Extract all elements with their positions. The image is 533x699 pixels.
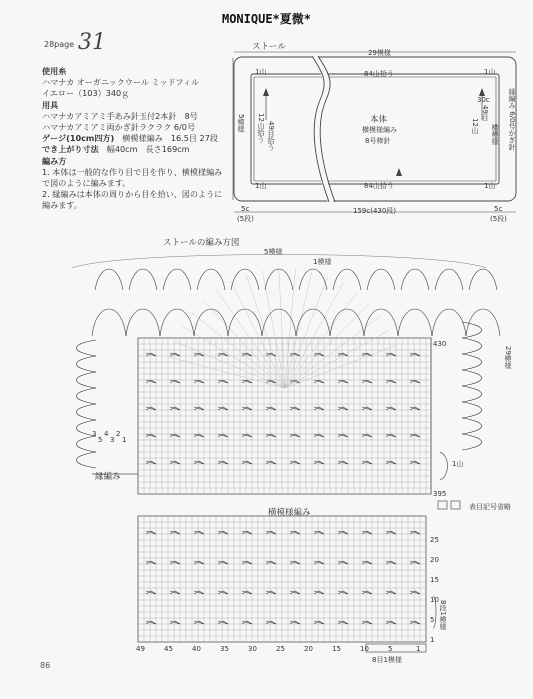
pattern-chart-label: 横模様編み	[268, 508, 311, 518]
right-pattern: 横模様	[491, 124, 499, 145]
edge-label: 縁編み 6/0号かぎ針	[508, 88, 516, 151]
cable-stitch-symbol	[362, 380, 372, 383]
method-line: 編みます。	[42, 200, 82, 211]
method-line: 1. 本体は一般的な作り目で目を作り、横模様編み	[42, 166, 223, 177]
column-number: 10	[360, 645, 369, 653]
chart-top-span	[72, 255, 486, 269]
cable-stitch-symbol	[362, 353, 372, 356]
cable-stitch-symbol	[218, 561, 228, 564]
cable-stitch-symbol	[170, 531, 180, 534]
yarn-heading: 使用糸	[42, 66, 67, 76]
edging-scallop	[77, 452, 97, 468]
edging-fan	[333, 269, 361, 290]
cable-stitch-symbol	[170, 407, 180, 410]
edge-stitch-label: 縁編み	[95, 472, 121, 482]
cable-stitch-symbol	[410, 531, 420, 534]
cable-stitch-symbol	[314, 434, 324, 437]
cable-stitch-symbol	[218, 531, 228, 534]
cable-stitch-symbol	[218, 461, 228, 464]
column-number: 20	[304, 645, 313, 653]
cable-stitch-symbol	[218, 621, 228, 624]
cable-stitch-symbol	[242, 531, 252, 534]
edging-fan	[129, 269, 157, 290]
edging-row-number: 3	[92, 430, 97, 438]
cable-stitch-symbol	[410, 621, 420, 624]
cable-stitch-symbol	[146, 591, 156, 594]
chart-top-count: 5模様	[264, 248, 283, 256]
method-line: で図のように編みます。	[42, 178, 131, 189]
tools-line: ハマナカアミアミ両かぎ針ラクラク 6/0号	[42, 122, 196, 133]
edging-scallop	[228, 309, 262, 336]
cable-stitch-symbol	[146, 434, 156, 437]
edging-scallop	[77, 340, 97, 356]
edging-scallop	[462, 354, 482, 370]
cable-stitch-symbol	[410, 434, 420, 437]
cable-stitch-symbol	[410, 461, 420, 464]
column-number: 35	[220, 645, 229, 653]
cable-stitch-symbol	[386, 353, 396, 356]
edging-scallop	[398, 309, 432, 336]
cable-stitch-symbol	[290, 434, 300, 437]
cable-stitch-symbol	[290, 461, 300, 464]
row-number: 5	[430, 616, 435, 624]
right-mountain-label: 1山	[452, 460, 464, 468]
schematic-top-count: 29模様	[368, 49, 391, 57]
column-number: 25	[276, 645, 285, 653]
cable-stitch-symbol	[170, 353, 180, 356]
side-repeat-bracket	[433, 596, 436, 628]
cable-stitch-symbol	[386, 380, 396, 383]
bottom-right-rows: (5段)	[490, 215, 507, 223]
cable-stitch-symbol	[242, 434, 252, 437]
body-needle: 8号棒針	[365, 137, 391, 145]
body-label: 本体	[370, 115, 388, 125]
edging-row-number: 4	[104, 430, 109, 438]
cable-stitch-symbol	[338, 461, 348, 464]
gauge-value: 横模様編み 16.5目 27段	[114, 133, 218, 144]
edging-fan	[197, 269, 225, 290]
edging-fan	[401, 269, 429, 290]
size-label: でき上がり寸法	[42, 144, 99, 155]
row-number: 1	[430, 636, 435, 644]
cable-stitch-symbol	[314, 561, 324, 564]
column-number: 40	[192, 645, 201, 653]
cable-stitch-symbol	[314, 531, 324, 534]
edging-fan	[435, 269, 463, 290]
cable-stitch-symbol	[362, 531, 372, 534]
edging-row-number: 1	[122, 436, 127, 444]
right-stitches: 49目	[481, 105, 489, 121]
cable-stitch-symbol	[218, 353, 228, 356]
cable-stitch-symbol	[242, 461, 252, 464]
cable-stitch-symbol	[290, 561, 300, 564]
cable-stitch-symbol	[386, 531, 396, 534]
edging-scallop	[77, 436, 97, 452]
cable-stitch-symbol	[218, 407, 228, 410]
edging-spoke	[285, 283, 343, 388]
chart-right-count: 29模様	[504, 346, 512, 369]
cable-stitch-symbol	[146, 531, 156, 534]
edging-spoke	[182, 326, 285, 388]
side-repeat-label: 8段1模様	[439, 600, 447, 630]
edging-fan	[469, 269, 497, 290]
left-stitches: 49目拾う	[267, 121, 275, 151]
cable-stitch-symbol	[194, 591, 204, 594]
tools-heading: 用具	[42, 99, 59, 110]
edging-fan	[95, 269, 123, 290]
edging-spoke	[285, 330, 390, 388]
cable-stitch-symbol	[410, 353, 420, 356]
edging-fan	[163, 269, 191, 290]
edging-spoke	[285, 345, 397, 388]
cable-stitch-symbol	[266, 461, 276, 464]
edging-scallop	[126, 309, 160, 336]
edging-scallop	[77, 420, 97, 436]
cable-stitch-symbol	[194, 407, 204, 410]
column-number: 15	[332, 645, 341, 653]
edging-scallop	[77, 356, 97, 372]
method-line: 2. 縁編みは本体の周りから目を拾い、図のように	[42, 189, 223, 200]
cable-stitch-symbol	[218, 380, 228, 383]
cable-stitch-symbol	[362, 561, 372, 564]
edging-row-number: 5	[98, 436, 103, 444]
cable-stitch-symbol	[194, 353, 204, 356]
cable-stitch-symbol	[194, 434, 204, 437]
column-number: 1	[416, 645, 421, 653]
schematic-title: ストール	[252, 42, 286, 52]
cable-stitch-symbol	[194, 621, 204, 624]
cable-stitch-symbol	[242, 591, 252, 594]
cable-stitch-symbol	[170, 591, 180, 594]
edging-scallop	[77, 404, 97, 420]
edging-spoke	[285, 292, 357, 388]
cable-stitch-symbol	[266, 621, 276, 624]
cable-stitch-symbol	[290, 591, 300, 594]
cable-stitch-symbol	[410, 561, 420, 564]
row-number: 15	[430, 576, 439, 584]
cable-stitch-symbol	[314, 353, 324, 356]
legend-text: 表目記号省略	[469, 503, 511, 511]
cable-stitch-symbol	[338, 591, 348, 594]
cable-stitch-symbol	[386, 561, 396, 564]
bottom-repeat-label: 8目1模様	[372, 656, 402, 664]
cable-stitch-symbol	[194, 461, 204, 464]
cable-stitch-symbol	[242, 561, 252, 564]
column-number: 49	[136, 645, 145, 653]
corner-label: 1山	[255, 68, 267, 76]
cable-stitch-symbol	[314, 461, 324, 464]
edging-spoke	[192, 312, 285, 388]
cable-stitch-symbol	[362, 461, 372, 464]
page-reference: 28page	[44, 40, 75, 49]
cable-stitch-symbol	[170, 380, 180, 383]
pickup-top-label: 84山拾う	[364, 70, 394, 78]
bottom-left-rows: (5段)	[237, 215, 254, 223]
cable-stitch-symbol	[194, 561, 204, 564]
edging-row-number: 3	[110, 436, 115, 444]
cable-stitch-symbol	[386, 591, 396, 594]
cable-stitch-symbol	[338, 621, 348, 624]
cable-stitch-symbol	[170, 621, 180, 624]
right-mountain-bracket	[440, 452, 448, 480]
method-heading: 編み方	[42, 155, 67, 166]
bottom-left-size: 5c	[241, 205, 250, 213]
cable-stitch-symbol	[314, 591, 324, 594]
cable-stitch-symbol	[410, 380, 420, 383]
edging-spoke	[231, 281, 285, 388]
body-stitch: 横模様編み	[362, 126, 397, 134]
cable-stitch-symbol	[338, 531, 348, 534]
cable-stitch-symbol	[170, 561, 180, 564]
left-pickup: 12山拾う	[257, 113, 265, 143]
cable-stitch-symbol	[194, 531, 204, 534]
cable-stitch-symbol	[362, 407, 372, 410]
cable-stitch-symbol	[338, 407, 348, 410]
edging-scallop	[194, 309, 228, 336]
edging-fan	[299, 269, 327, 290]
cable-stitch-symbol	[362, 591, 372, 594]
row-number: 25	[430, 536, 439, 544]
edging-spoke	[285, 303, 370, 388]
row-number: 10	[430, 596, 439, 604]
cable-stitch-symbol	[362, 434, 372, 437]
legend-swatch	[438, 501, 447, 509]
cable-stitch-symbol	[362, 621, 372, 624]
cable-stitch-symbol	[338, 353, 348, 356]
edging-scallop	[160, 309, 194, 336]
edging-spoke	[246, 275, 285, 388]
corner-label: 1山	[484, 68, 496, 76]
yarn-line: イエロー（103）340ｇ	[42, 88, 130, 99]
cable-stitch-symbol	[266, 434, 276, 437]
column-number: 5	[388, 645, 393, 653]
edging-scallop	[77, 388, 97, 404]
cable-stitch-symbol	[170, 461, 180, 464]
edging-scallop	[462, 370, 482, 386]
edging-scallop	[462, 418, 482, 434]
cable-stitch-symbol	[290, 407, 300, 410]
cable-stitch-symbol	[314, 621, 324, 624]
chart-top-repeat: 1模様	[313, 258, 332, 266]
cable-stitch-symbol	[410, 591, 420, 594]
cable-stitch-symbol	[386, 621, 396, 624]
cable-stitch-symbol	[146, 561, 156, 564]
edging-spoke	[169, 357, 285, 388]
cable-stitch-symbol	[146, 353, 156, 356]
cable-stitch-symbol	[386, 461, 396, 464]
cable-stitch-symbol	[218, 434, 228, 437]
pattern-number: 31	[78, 30, 106, 55]
edging-row-number: 2	[116, 430, 121, 438]
cable-stitch-symbol	[386, 434, 396, 437]
edging-scallop	[92, 309, 126, 336]
row-number-430: 430	[433, 340, 447, 348]
cable-stitch-symbol	[266, 591, 276, 594]
cable-stitch-symbol	[146, 407, 156, 410]
cable-stitch-symbol	[242, 407, 252, 410]
edging-scallop	[432, 309, 466, 336]
cable-stitch-symbol	[266, 561, 276, 564]
cable-stitch-symbol	[386, 407, 396, 410]
cable-stitch-symbol	[242, 621, 252, 624]
cable-stitch-symbol	[146, 621, 156, 624]
edging-scallop	[77, 372, 97, 388]
bottom-center-size: 159c(430段)	[353, 207, 397, 215]
cable-stitch-symbol	[194, 380, 204, 383]
corner-label: 1山	[484, 182, 496, 190]
edging-scallop	[364, 309, 398, 336]
row-number: 20	[430, 556, 439, 564]
edging-fan	[367, 269, 395, 290]
legend-swatch	[451, 501, 460, 509]
right-length: 30c	[477, 96, 490, 104]
cable-stitch-symbol	[266, 407, 276, 410]
cable-stitch-symbol	[314, 407, 324, 410]
row-number-395: 395	[433, 490, 447, 498]
gauge-label: ゲージ(10cm四方)	[42, 133, 115, 144]
cable-stitch-symbol	[242, 380, 252, 383]
column-number: 45	[164, 645, 173, 653]
edging-scallop	[462, 338, 482, 354]
cable-stitch-symbol	[290, 621, 300, 624]
pickup-bottom-label: 84山拾う	[364, 182, 394, 190]
cable-stitch-symbol	[170, 434, 180, 437]
column-number: 30	[248, 645, 257, 653]
edging-scallop	[296, 309, 330, 336]
edging-scallop	[466, 309, 500, 336]
watermark: MONIQUE*夏微*	[221, 12, 312, 26]
edging-fan	[231, 269, 259, 290]
repeat-bracket	[366, 644, 426, 652]
cable-stitch-symbol	[314, 380, 324, 383]
edging-scallop	[462, 386, 482, 402]
chart-title: ストールの編み方図	[163, 238, 240, 248]
cable-stitch-symbol	[218, 591, 228, 594]
right-pickup: 12山	[471, 118, 479, 134]
cable-stitch-symbol	[290, 353, 300, 356]
size-value: 幅40cm 長さ169cm	[98, 144, 190, 155]
yarn-line: ハマナカ オーガニックウール ミッドフィル	[42, 77, 200, 88]
cable-stitch-symbol	[338, 380, 348, 383]
cable-stitch-symbol	[146, 461, 156, 464]
page-number: 86	[40, 661, 51, 670]
cable-stitch-symbol	[338, 434, 348, 437]
cable-stitch-symbol	[146, 380, 156, 383]
corner-label: 1山	[255, 182, 267, 190]
bottom-right-size: 5c	[494, 205, 503, 213]
edging-scallop	[330, 309, 364, 336]
cable-stitch-symbol	[290, 531, 300, 534]
tools-line: ハマナカアミアミ手あみ針玉付2本針 8号	[42, 110, 198, 121]
edging-scallop	[462, 434, 482, 450]
left-pattern-count: 5模様	[237, 114, 245, 133]
edging-scallop	[462, 402, 482, 418]
edging-spoke	[285, 276, 328, 388]
cable-stitch-symbol	[410, 407, 420, 410]
cable-stitch-symbol	[338, 561, 348, 564]
cable-stitch-symbol	[266, 531, 276, 534]
